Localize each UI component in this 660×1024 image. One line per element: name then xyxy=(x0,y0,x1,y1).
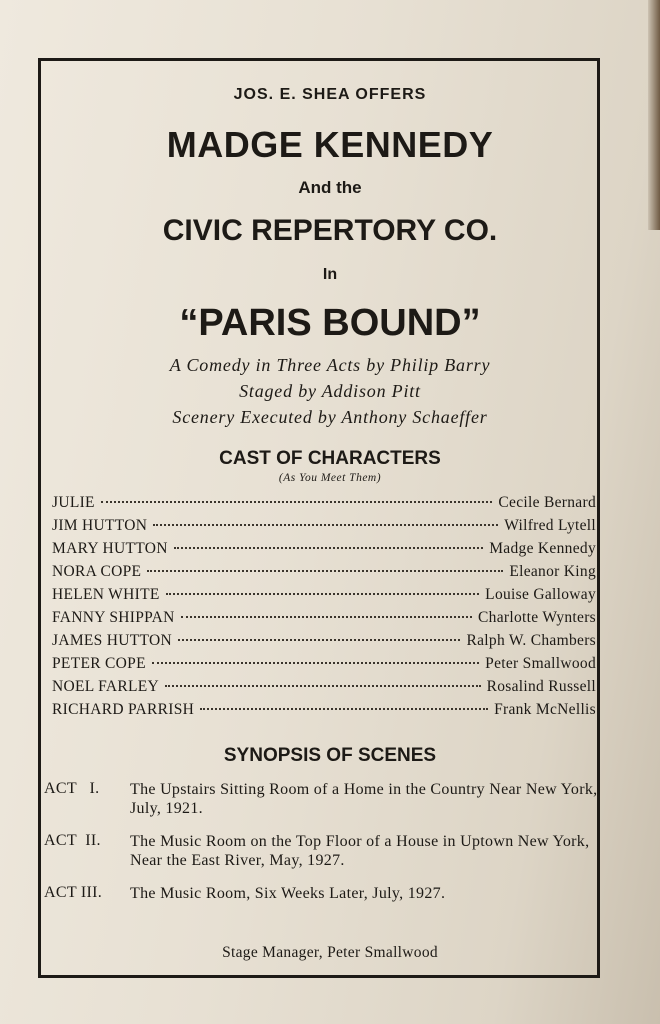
actor-name: Cecile Bernard xyxy=(498,494,596,511)
role-name: MARY HUTTON xyxy=(52,540,168,557)
actor-name: Ralph W. Chambers xyxy=(466,632,596,649)
role-name: JULIE xyxy=(52,494,95,511)
role-name: JIM HUTTON xyxy=(52,517,148,534)
cast-row xyxy=(52,540,596,563)
actor-name: Louise Galloway xyxy=(485,586,596,603)
dot-leader xyxy=(165,685,481,687)
role-name: HELEN WHITE xyxy=(52,586,160,603)
dot-leader xyxy=(152,662,479,664)
role-name: JAMES HUTTON xyxy=(52,632,173,649)
role-name: FANNY SHIPPAN xyxy=(52,609,175,626)
act-entry xyxy=(44,884,610,903)
dot-leader xyxy=(200,708,488,710)
act-label: ACT III. xyxy=(44,884,103,901)
cast-subheading: (As You Meet Them) xyxy=(278,472,382,484)
play-title: “PARIS BOUND” xyxy=(179,302,481,344)
dot-leader xyxy=(147,570,503,572)
act-entry xyxy=(44,832,610,870)
actor-name: Rosalind Russell xyxy=(486,678,596,695)
role-name: PETER COPE xyxy=(52,655,146,672)
scenery-credit: Scenery Executed by Anthony Schaeffer xyxy=(172,407,488,427)
dot-leader xyxy=(178,639,460,641)
dot-leader xyxy=(101,501,493,503)
act-description: The Music Room on the Top Floor of a House in Uptown New York, Near the East River, May, 1927. xyxy=(130,833,590,869)
cast-row xyxy=(52,632,596,655)
cast-row xyxy=(52,609,596,632)
actor-name: Charlotte Wynters xyxy=(478,609,596,626)
cast-row xyxy=(52,494,596,517)
dot-leader xyxy=(166,593,480,595)
cast-row xyxy=(52,701,596,724)
role-name: NOEL FARLEY xyxy=(52,678,160,695)
cast-row xyxy=(52,678,596,701)
synopsis-heading: SYNOPSIS OF SCENES xyxy=(223,745,437,766)
company-name: CIVIC REPERTORY CO. xyxy=(162,214,498,247)
cast-row xyxy=(52,586,596,609)
act-label: ACT II. xyxy=(44,832,101,849)
actor-name: Frank McNellis xyxy=(494,701,596,718)
cast-row xyxy=(52,517,596,540)
act-description: The Music Room, Six Weeks Later, July, 1927. xyxy=(130,885,446,902)
cast-list xyxy=(52,494,596,724)
synopsis-acts xyxy=(44,780,610,917)
role-name: RICHARD PARRISH xyxy=(52,701,195,718)
actor-name: Madge Kennedy xyxy=(489,540,596,557)
actor-name: Peter Smallwood xyxy=(485,655,596,672)
staging-credit: Staged by Addison Pitt xyxy=(239,381,421,401)
dot-leader xyxy=(153,524,498,526)
actor-name: Wilfred Lytell xyxy=(504,517,596,534)
cast-heading: CAST OF CHARACTERS xyxy=(219,448,441,469)
dot-leader xyxy=(181,616,472,618)
in-line: In xyxy=(322,266,338,283)
star-name: MADGE KENNEDY xyxy=(166,124,494,165)
presenter-line: JOS. E. SHEA OFFERS xyxy=(233,86,427,103)
role-name: NORA COPE xyxy=(52,563,142,580)
dot-leader xyxy=(174,547,484,549)
author-credit: A Comedy in Three Acts by Philip Barry xyxy=(169,355,491,375)
and-the-line: And the xyxy=(298,178,362,197)
cast-row xyxy=(52,655,596,678)
actor-name: Eleanor King xyxy=(509,563,596,580)
act-label: ACT I. xyxy=(44,780,100,797)
act-description: The Upstairs Sitting Room of a Home in the Country Near New York, July, 1921. xyxy=(130,781,598,817)
act-entry xyxy=(44,780,610,818)
stage-manager-credit: Stage Manager, Peter Smallwood xyxy=(222,944,438,961)
cast-row xyxy=(52,563,596,586)
